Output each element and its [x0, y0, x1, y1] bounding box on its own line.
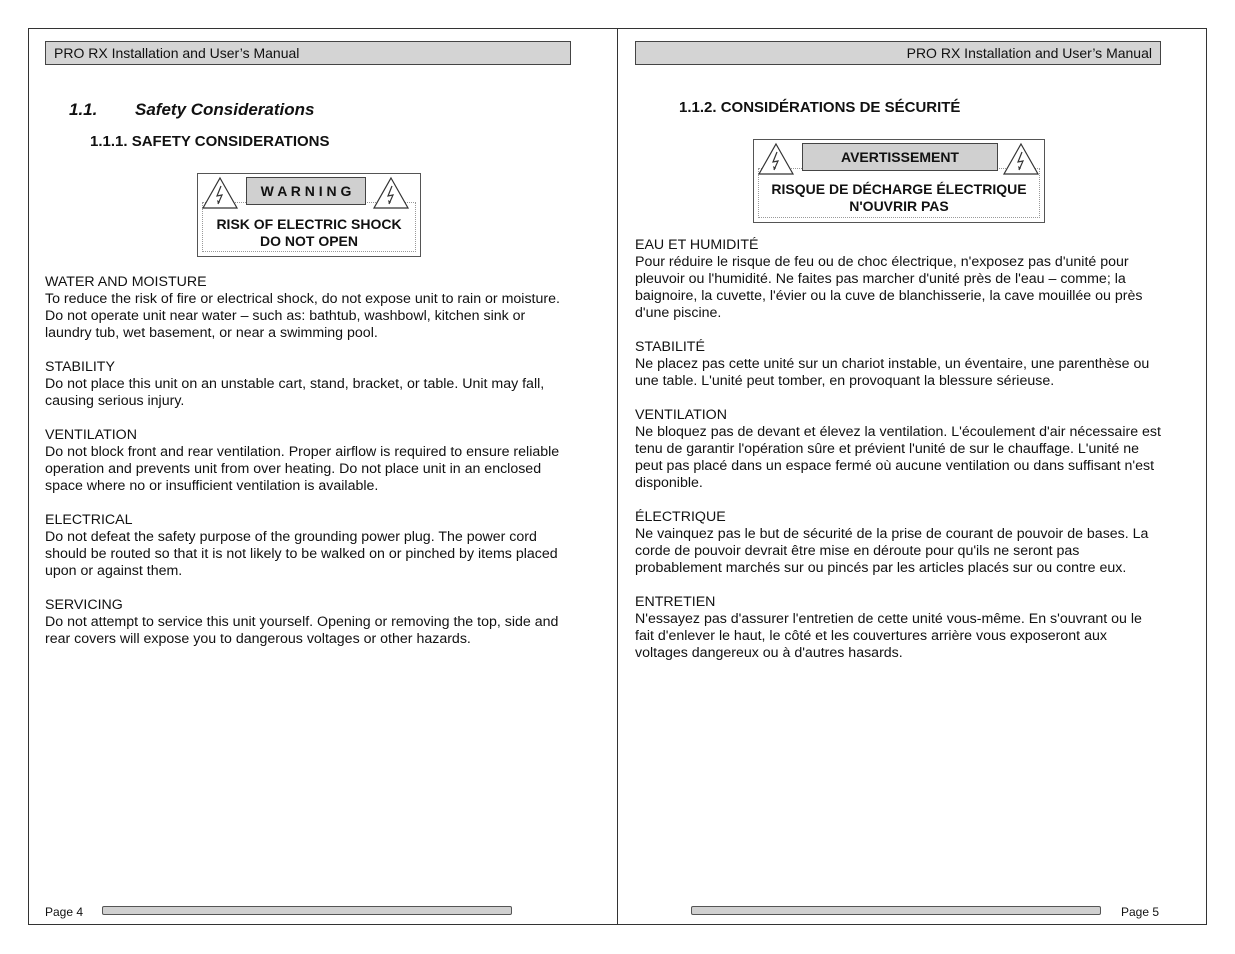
subsection-heading: 1.1.2. CONSIDÉRATIONS DE SÉCURITÉ [679, 99, 961, 116]
electric-hazard-icon [201, 176, 239, 210]
page-number: Page 4 [45, 905, 84, 919]
section-title: ELECTRICAL [45, 512, 133, 528]
section-stability [45, 359, 571, 410]
section-text: Do not place this unit on an unstable cart, stand, bracket, or table. Unit may fall, causing serious injury. [45, 376, 545, 409]
section-title: STABILITÉ [635, 339, 705, 355]
section-ventilation [45, 427, 571, 495]
right-page [617, 28, 1207, 925]
section-text: Pour réduire le risque de feu ou de choc électrique, n'exposez pas d'unité pour pleuvoir ou l'humidité. Ne faites pas marcher d'unité près de l'eau – comme; la baignoire, la cuvette, l'évier ou la cuve de blanchisserie, la cave mouillée ou près d'une piscine. [635, 254, 1143, 321]
section-title: ÉLECTRIQUE [635, 509, 726, 525]
section-eau-humidite [635, 237, 1161, 322]
section-title: WATER AND MOISTURE [45, 274, 207, 290]
warning-label-box [753, 139, 1045, 223]
warning-message-line1: RISQUE DE DÉCHARGE ÉLECTRIQUE [771, 181, 1027, 197]
section-title: ENTRETIEN [635, 594, 716, 610]
warning-label: W A R N I N G [246, 177, 366, 205]
body-text [635, 237, 1161, 679]
section-electrical [45, 512, 571, 580]
section-text: Do not defeat the safety purpose of the grounding power plug. The power cord should be routed so that it is not likely to be walked on or pinched by items placed upon or against them. [45, 529, 558, 579]
page-header: PRO RX Installation and User’s Manual [45, 41, 571, 65]
section-title: SERVICING [45, 597, 123, 613]
section-number: 1.1. [69, 100, 98, 119]
warning-label-box [197, 173, 421, 257]
section-text: To reduce the risk of fire or electrical shock, do not expose unit to rain or moisture. Do not operate unit near water – such as: bathtub, washbowl, kitchen sink or laundry tub, wet basement, or near a swimming pool. [45, 291, 560, 341]
section-text: Ne bloquez pas de devant et élevez la ventilation. L'écoulement d'air nécessaire est tenu de garantir l'opération sûre et prévient l'unité de sur le chauffage. L'unité ne peut pas placé dans un espace fermé où aucune ventilation ou dans suffisant n'est disponible. [635, 424, 1161, 491]
electric-hazard-icon [1002, 142, 1040, 176]
warning-label: AVERTISSEMENT [802, 143, 998, 171]
section-title: Safety Considerations [135, 100, 315, 119]
section-text: Do not block front and rear ventilation. Proper airflow is required to ensure reliable operation and prevents unit from over heating. Do not place unit in an enclosed space where no or insufficient ventilation is available. [45, 444, 560, 494]
warning-message-line2: DO NOT OPEN [259, 233, 358, 249]
section-entretien [635, 594, 1161, 662]
section-text: Ne placez pas cette unité sur un chariot instable, un éventaire, une parenthèse ou une table. L'unité peut tomber, en provoquant la blessure sérieuse. [635, 356, 1150, 389]
section-text: Do not attempt to service this unit yourself. Opening or removing the top, side and rear covers will expose you to dangerous voltages or other hazards. [45, 614, 559, 647]
subsection-heading: 1.1.1. SAFETY CONSIDERATIONS [90, 133, 330, 150]
electric-hazard-icon [757, 142, 795, 176]
section-ventilation [635, 407, 1161, 492]
section-heading [69, 100, 315, 120]
page-number: Page 5 [1121, 905, 1160, 919]
section-servicing [45, 597, 571, 648]
section-stabilite [635, 339, 1161, 390]
electric-hazard-icon [372, 176, 410, 210]
section-title: VENTILATION [45, 427, 137, 443]
section-title: EAU ET HUMIDITÉ [635, 237, 759, 253]
footer-bar [102, 906, 512, 915]
body-text [45, 274, 571, 665]
page-header: PRO RX Installation and User’s Manual [635, 41, 1161, 65]
section-text: Ne vainquez pas le but de sécurité de la prise de courant de pouvoir de bases. La corde de pouvoir devrait être mise en déroute pour qu'ils ne seront pas probablement marchés sur ou pincés par les articles placés sur ou contre eux. [635, 526, 1149, 576]
section-water-moisture [45, 274, 571, 342]
warning-message-line1: RISK OF ELECTRIC SHOCK [216, 216, 402, 232]
section-title: VENTILATION [635, 407, 727, 423]
section-text: N'essayez pas d'assurer l'entretien de cette unité vous-même. En s'ouvrant ou le fait d'enlever le haut, le côté et les couvertures arrière vous exposeront aux voltages dangereux ou à d'autres hasards. [635, 611, 1142, 661]
left-page [28, 28, 618, 925]
section-title: STABILITY [45, 359, 115, 375]
warning-message-line2: N'OUVRIR PAS [849, 198, 949, 214]
footer-bar [691, 906, 1101, 915]
section-electrique [635, 509, 1161, 577]
